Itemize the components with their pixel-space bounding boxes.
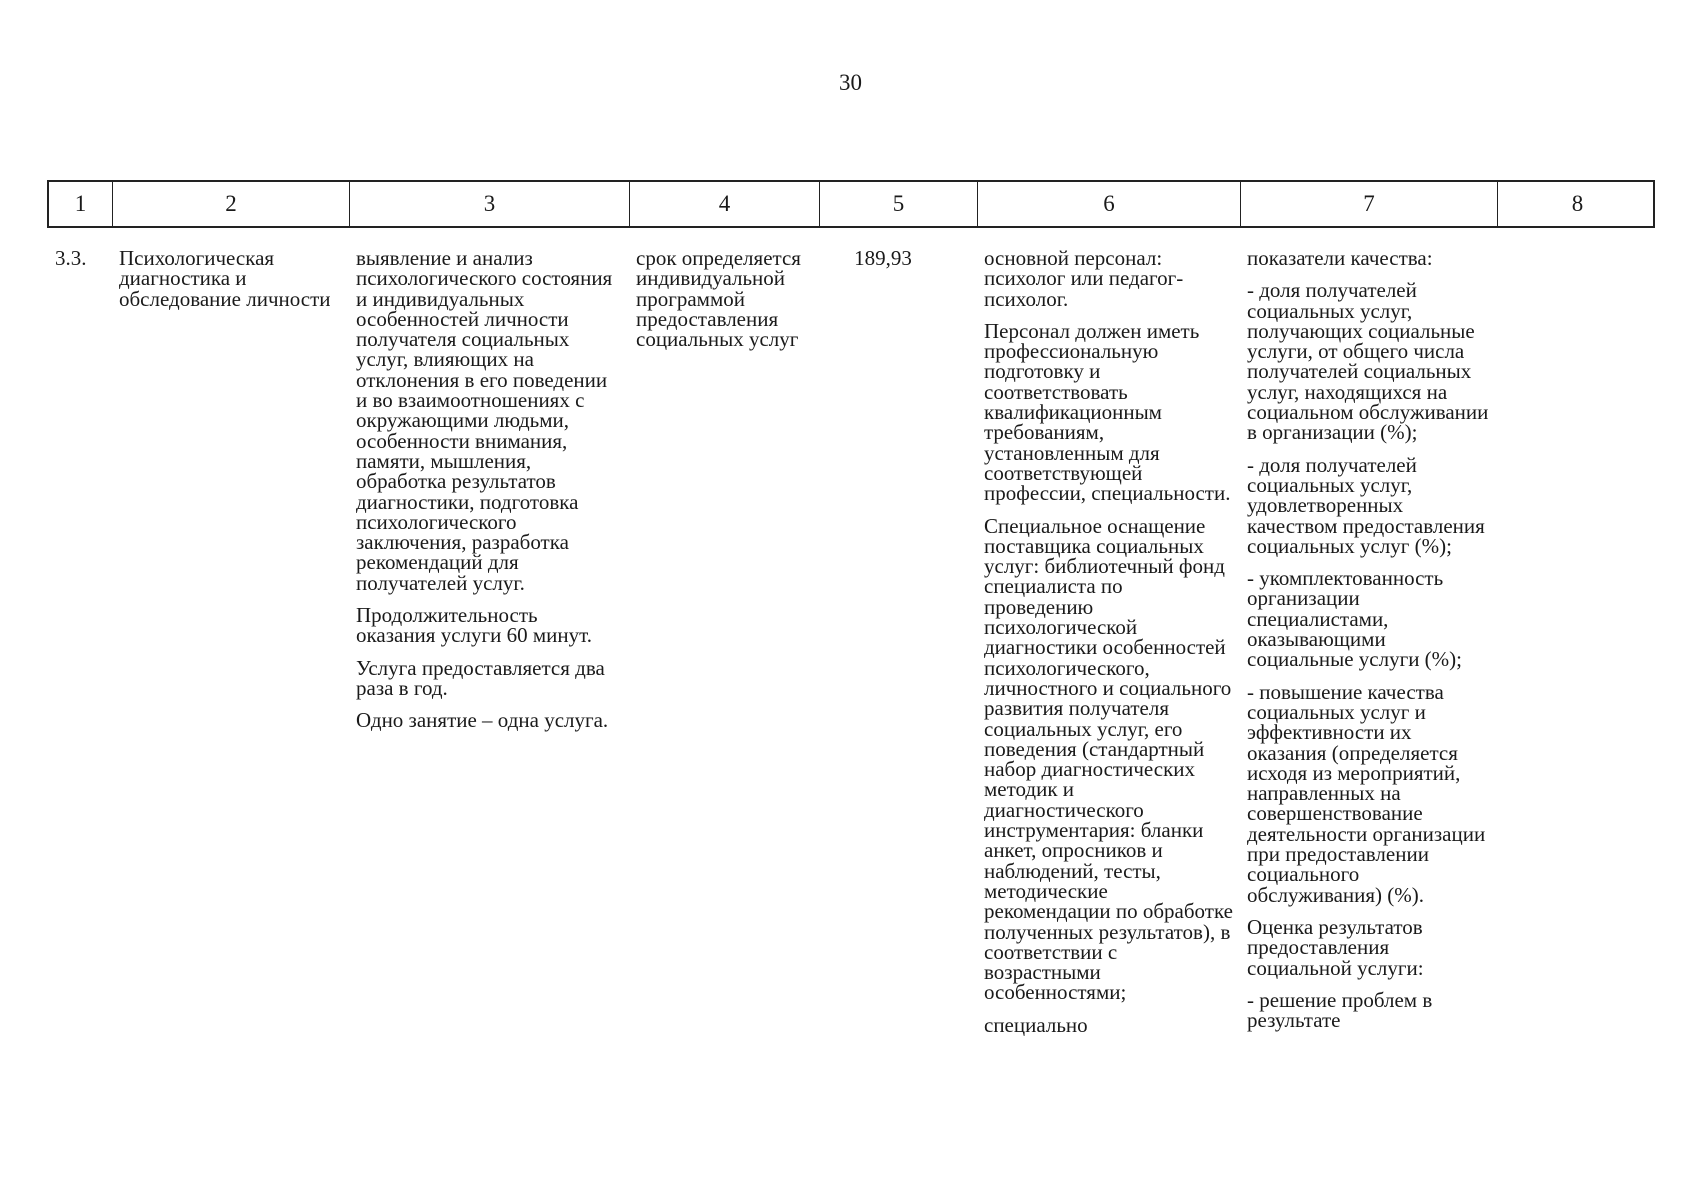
cell-quality-indicators <box>1239 248 1496 1047</box>
page-number: 30 <box>839 70 862 95</box>
header-col-2: 2 <box>113 182 350 226</box>
paragraph: показатели качества: <box>1247 246 1433 270</box>
paragraph: Одно занятие – одна услуга. <box>356 708 609 733</box>
cell-conditions <box>976 248 1239 1047</box>
paragraph: основной персонал: психолог или педагог-психолог. <box>984 246 1184 311</box>
header-col-7: 7 <box>1241 182 1498 226</box>
paragraph: - доля получателей социальных услуг, удовлетворенных качеством предоставления социальных услуг (%); <box>1247 452 1485 558</box>
cell-service-term: срок определяется индивидуальной программой предоставления социальных услуг <box>636 246 801 352</box>
cell-service-description <box>348 248 628 1047</box>
paragraph: - повышение качества социальных услуг и эффективности их оказания (определяется исходя из мероприятий, направленных на совершенствование деятельности организации при предоставлении социального обслуживания) (%). <box>1247 679 1486 907</box>
paragraph: Персонал должен иметь профессиональную подготовку и соответствовать квалификационным требованиям, установленным для соответствующей профессии, специальности. <box>984 318 1231 506</box>
paragraph: Специальное оснащение поставщика социальных услуг: библиотечный фонд специалиста по проведению психологической диагностики особенностей психологического, личностного и социального развития получателя социальных услуг, его поведения (стандартный набор диагностических методик и диагностического инструментария: бланки анкет, опросников и наблюдений, тесты, методические рекомендации по обработке полученных результатов), в соответствии с возрастными особенностями; <box>984 513 1233 1005</box>
cell-item-number: 3.3. <box>55 246 87 270</box>
paragraph: - решение проблем в результате <box>1247 987 1433 1033</box>
header-col-4: 4 <box>630 182 820 226</box>
paragraph: специально <box>984 1012 1088 1037</box>
header-col-1: 1 <box>49 182 113 226</box>
header-col-6: 6 <box>978 182 1241 226</box>
cell-tariff: 189,93 <box>854 246 912 270</box>
table-row <box>47 248 1655 1047</box>
paragraph: - укомплектованность организации специалистами, оказывающими социальные услуги (%); <box>1247 566 1462 672</box>
paragraph: Услуга предоставляется два раза в год. <box>356 655 605 700</box>
cell-extra-conditions <box>1496 248 1655 1047</box>
paragraph: - доля получателей социальных услуг, получающих социальные услуги, от общего числа получателей социальных услуг, находящихся на социальном обслуживании в организации (%); <box>1247 278 1489 445</box>
header-col-3: 3 <box>350 182 630 226</box>
paragraph: выявление и анализ психологического состояния и индивидуальных особенностей личности получателя социальных услуг, влияющих на отклонения в его поведении и во взаимоотношениях с окружающими людьми, особенности внимания, памяти, мышления, обработка результатов диагностики, подготовка психологического заключения, разработка рекомендаций для получателей услуг. <box>356 246 613 595</box>
paragraph: Продолжительность оказания услуги 60 минут. <box>356 603 592 648</box>
cell-service-name: Психологическая диагностика и обследование личности <box>119 246 331 311</box>
table-header-row <box>47 180 1655 228</box>
header-col-5: 5 <box>820 182 978 226</box>
header-col-8: 8 <box>1571 191 1584 216</box>
paragraph: Оценка результатов предоставления социальной услуги: <box>1247 914 1424 980</box>
